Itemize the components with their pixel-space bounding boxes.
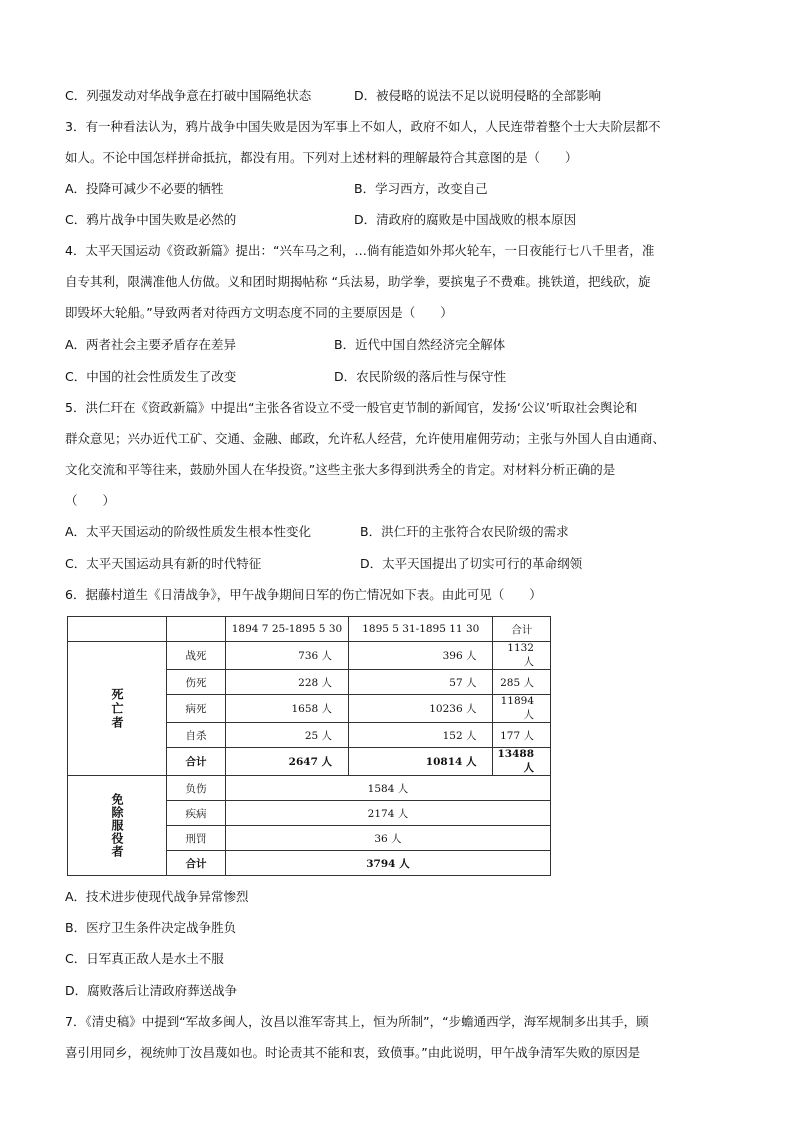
q3-option-d[interactable]: D．清政府的腐败是中国战败的根本原因: [354, 212, 577, 227]
table-cell: 13488 人: [493, 748, 551, 776]
q5-option-b[interactable]: B．洪仁玕的主张符合农民阶级的需求: [360, 524, 569, 539]
q6-option-b[interactable]: B．医疗卫生条件决定战争胜负: [65, 920, 237, 935]
q4-option-b[interactable]: B．近代中国自然经济完全解体: [334, 337, 506, 352]
q2-option-d[interactable]: D．被侵略的说法不足以说明侵略的全部影响: [354, 88, 602, 103]
row-label: 刑罚: [167, 826, 226, 851]
q4-option-a[interactable]: A．两者社会主要矛盾存在差异: [65, 337, 237, 352]
table-cell: 10236 人: [349, 695, 493, 723]
table-cell: 396 人: [349, 642, 493, 670]
row-label: 病死: [167, 695, 226, 723]
row-label: 合计: [167, 851, 226, 876]
q4-stem-line2: 自专其利，限满准他人仿做。义和团时期揭帖称 “兵法易，助学拳，要摈鬼子不费难。挑铁道，把线砍，旋: [65, 274, 651, 289]
q7-stem-line1: 7．《清史稿》中提到“军故多闽人，汝昌以淮军寄其上，恒为所制”，“步蟾通西学，海军规制多出其手，顾: [65, 1014, 649, 1029]
row-label: 合计: [167, 748, 226, 776]
row-label: 负伤: [167, 776, 226, 801]
q6-option-c[interactable]: C．日军真正敌人是水土不服: [65, 951, 224, 966]
q5-option-d[interactable]: D．太平天国提出了切实可行的革命纲领: [360, 556, 583, 571]
table-cell: 36 人: [225, 826, 550, 851]
table-header-period2: 1895 5 31-1895 11 30: [349, 617, 493, 642]
q3-stem-line2: 如人。不论中国怎样拼命抵抗，都没有用。下列对上述材料的理解最符合其意图的是（ ）: [65, 150, 578, 165]
q6-stem-line1: 6．据藤村道生《日清战争》，甲午战争期间日军的伤亡情况如下表。由此可见（ ）: [65, 587, 542, 602]
table-cell: 1658 人: [225, 695, 348, 723]
q4-option-d[interactable]: D．农民阶级的落后性与保守性: [334, 369, 507, 384]
table-cell: 285 人: [493, 670, 551, 695]
q6-casualty-table: [67, 616, 551, 876]
q5-option-c[interactable]: C．太平天国运动具有新的时代特征: [65, 556, 262, 571]
q5-option-a[interactable]: A．太平天国运动的阶级性质发生根本性变化: [65, 524, 312, 539]
q4-option-c[interactable]: C．中国的社会性质发生了改变: [65, 369, 237, 384]
table-cell: 1132 人: [493, 642, 551, 670]
table-cell: 2174 人: [225, 801, 550, 826]
table-cell: 25 人: [225, 723, 348, 748]
q3-option-a[interactable]: A．投降可减少不必要的牺牲: [65, 181, 224, 196]
table-cell: 228 人: [225, 670, 348, 695]
row-label: 自杀: [167, 723, 226, 748]
table-group-deaths: 死亡者: [68, 642, 167, 776]
q5-stem-line2: 群众意见；兴办近代工矿、交通、金融、邮政，允许私人经营，允许使用雇佣劳动；主张与外国人自由通商、: [65, 431, 666, 446]
table-cell: 152 人: [349, 723, 493, 748]
row-label: 疾病: [167, 801, 226, 826]
q6-option-d[interactable]: D．腐败落后让清政府葬送战争: [65, 983, 238, 998]
q5-stem-line3: 文化交流和平等往来，鼓励外国人在华投资。”这些主张大多得到洪秀全的肯定。对材料分析正确的是: [65, 462, 616, 477]
q4-stem-line1: 4．太平天国运动《资政新篇》提出：“兴车马之利，…倘有能造如外邦火轮车，一日夜能行七八千里者，准: [65, 243, 655, 258]
table-cell: 57 人: [349, 670, 493, 695]
row-label: 伤死: [167, 670, 226, 695]
table-corner-cell: [68, 617, 167, 642]
table-cell: 736 人: [225, 642, 348, 670]
q4-stem-line3: 即毁坏大轮船。”导致两者对待西方文明态度不同的主要原因是（ ）: [65, 305, 453, 320]
table-header-row: [68, 617, 551, 642]
table-cell: 3794 人: [225, 851, 550, 876]
table-cell: 2647 人: [225, 748, 348, 776]
table-row: [68, 776, 551, 801]
q5-stem-line4: （ ）: [65, 493, 116, 508]
q5-stem-line1: 5．洪仁玕在《资政新篇》中提出“主张各省设立不受一般官吏节制的新闻官，发扬‘公议’听取社会舆论和: [65, 400, 638, 415]
table-cell: 11894 人: [493, 695, 551, 723]
table-cell: 10814 人: [349, 748, 493, 776]
row-label: 战死: [167, 642, 226, 670]
q6-option-a[interactable]: A．技术进步使现代战争异常惨烈: [65, 889, 249, 904]
table-cell: 1584 人: [225, 776, 550, 801]
table-group-exempt: 免除服役者: [68, 776, 167, 876]
table-header-period1: 1894 7 25-1895 5 30: [225, 617, 348, 642]
q7-stem-line2: 喜引用同乡，视统帅丁汝昌蔑如也。时论责其不能和衷，致偾事。”由此说明，甲午战争清军失败的原因是: [65, 1045, 641, 1060]
table-row: [68, 642, 551, 670]
q3-option-b[interactable]: B．学习西方，改变自己: [354, 181, 488, 196]
q3-option-c[interactable]: C．鸦片战争中国失败是必然的: [65, 212, 237, 227]
table-label-header: [167, 617, 226, 642]
q2-option-c[interactable]: C．列强发动对华战争意在打破中国隔绝状态: [65, 88, 312, 103]
q3-stem-line1: 3．有一种看法认为，鸦片战争中国失败是因为军事上不如人，政府不如人，人民连带着整个士大夫阶层都不: [65, 119, 661, 134]
table-header-total: 合计: [493, 617, 551, 642]
table-cell: 177 人: [493, 723, 551, 748]
